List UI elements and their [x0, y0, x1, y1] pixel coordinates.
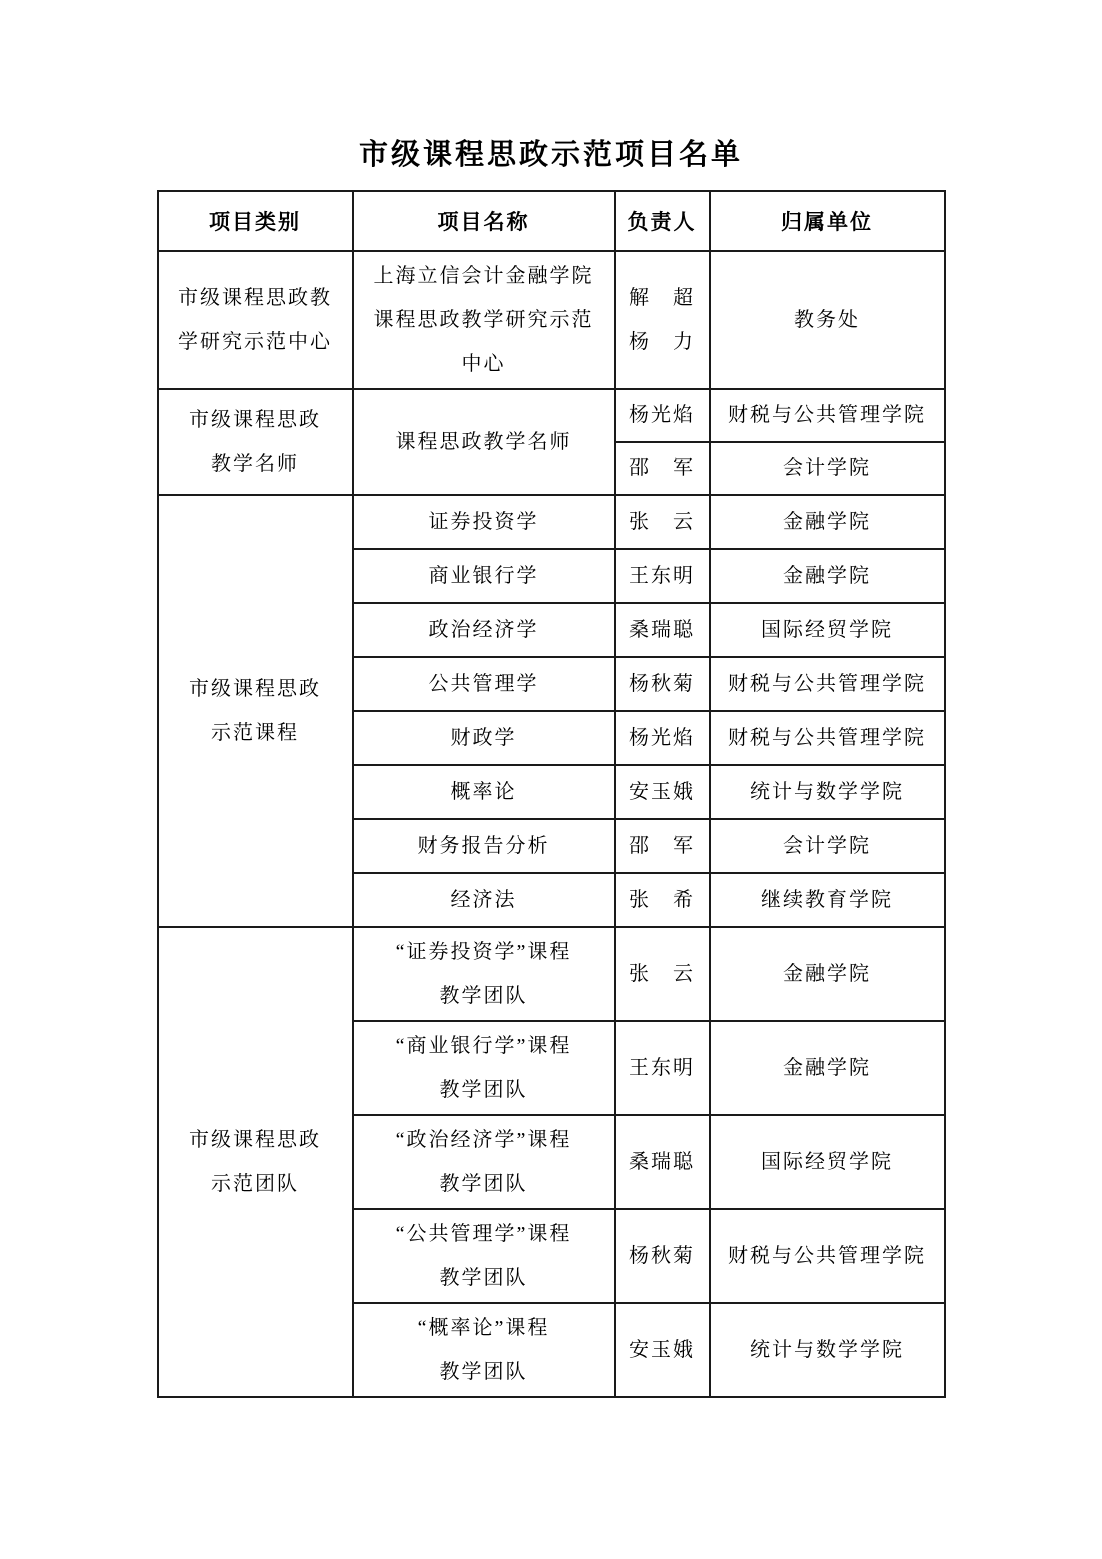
- project-name-line: 教学团队: [439, 1172, 528, 1195]
- category-cell: [158, 389, 353, 495]
- project-name-cell: [353, 1021, 615, 1115]
- unit-cell: 统计与数学学院: [710, 765, 945, 819]
- person-cell: 杨光焰: [615, 389, 710, 442]
- category-line: 市级课程思政: [189, 408, 321, 431]
- project-name-cell: 课程思政教学名师: [353, 389, 615, 495]
- project-name-cell: 政治经济学: [353, 603, 615, 657]
- project-name-cell: 财政学: [353, 711, 615, 765]
- unit-cell: 金融学院: [710, 549, 945, 603]
- project-name-cell: 经济法: [353, 873, 615, 927]
- project-name-line: 教学团队: [439, 984, 528, 1007]
- category-cell: [158, 495, 353, 927]
- projects-table: [157, 190, 946, 1398]
- unit-cell: 继续教育学院: [710, 873, 945, 927]
- project-name-cell: 商业银行学: [353, 549, 615, 603]
- person-cell: 邵 军: [615, 442, 710, 495]
- page-title: 市级课程思政示范项目名单: [358, 139, 743, 171]
- unit-cell: 金融学院: [710, 1021, 945, 1115]
- person-cell: 杨光焰: [615, 711, 710, 765]
- person-cell: 桑瑞聪: [615, 1115, 710, 1209]
- header-project-name: 项目名称: [353, 191, 615, 251]
- unit-cell: 财税与公共管理学院: [710, 657, 945, 711]
- category-line: 市级课程思政: [189, 677, 321, 700]
- header-person-in-charge: 负责人: [615, 191, 710, 251]
- unit-cell: 教务处: [710, 251, 945, 389]
- table-row: [158, 389, 945, 442]
- project-name-cell: 财务报告分析: [353, 819, 615, 873]
- project-name-line: 上海立信会计金融学院: [373, 264, 594, 287]
- category-line: 学研究示范中心: [178, 330, 332, 353]
- project-name-cell: [353, 1209, 615, 1303]
- person-cell: 张 云: [615, 495, 710, 549]
- project-name-line: “概率论”课程: [417, 1316, 550, 1339]
- header-project-category: 项目类别: [158, 191, 353, 251]
- person-cell: 安玉娥: [615, 765, 710, 819]
- unit-cell: 财税与公共管理学院: [710, 1209, 945, 1303]
- table-header-row: [158, 191, 945, 251]
- project-name-line: “证券投资学”课程: [395, 940, 572, 963]
- category-line: 市级课程思政: [189, 1128, 321, 1151]
- project-name-line: “公共管理学”课程: [395, 1222, 572, 1245]
- unit-cell: 财税与公共管理学院: [710, 389, 945, 442]
- person-name: 解 超: [629, 286, 695, 309]
- project-name-cell: [353, 1303, 615, 1397]
- table-row: [158, 251, 945, 389]
- project-name-line: 课程思政教学研究示范: [373, 308, 594, 331]
- project-name-cell: [353, 927, 615, 1021]
- project-name-line: 教学团队: [439, 1266, 528, 1289]
- project-name-cell: 公共管理学: [353, 657, 615, 711]
- person-cell: 杨秋菊: [615, 657, 710, 711]
- person-name: 杨 力: [629, 330, 695, 353]
- project-name-cell: [353, 1115, 615, 1209]
- project-name-line: “商业银行学”课程: [395, 1034, 572, 1057]
- unit-cell: 金融学院: [710, 495, 945, 549]
- category-cell: [158, 251, 353, 389]
- person-cell: 杨秋菊: [615, 1209, 710, 1303]
- unit-cell: 国际经贸学院: [710, 1115, 945, 1209]
- person-cell: 桑瑞聪: [615, 603, 710, 657]
- category-line: 示范团队: [211, 1172, 299, 1195]
- project-name-cell: 概率论: [353, 765, 615, 819]
- category-line: 示范课程: [211, 721, 299, 744]
- person-cell: 张 希: [615, 873, 710, 927]
- table-row: [158, 495, 945, 549]
- unit-cell: 国际经贸学院: [710, 603, 945, 657]
- project-name-line: “政治经济学”课程: [395, 1128, 572, 1151]
- person-cell: 王东明: [615, 549, 710, 603]
- person-cell: 张 云: [615, 927, 710, 1021]
- unit-cell: 财税与公共管理学院: [710, 711, 945, 765]
- person-cell: 邵 军: [615, 819, 710, 873]
- unit-cell: 金融学院: [710, 927, 945, 1021]
- person-cell: [615, 251, 710, 389]
- person-cell: 王东明: [615, 1021, 710, 1115]
- category-line: 教学名师: [211, 452, 299, 475]
- project-name-line: 教学团队: [439, 1360, 528, 1383]
- category-line: 市级课程思政教: [178, 286, 332, 309]
- unit-cell: 会计学院: [710, 819, 945, 873]
- unit-cell: 统计与数学学院: [710, 1303, 945, 1397]
- table-row: [158, 927, 945, 1021]
- project-name-cell: [353, 251, 615, 389]
- unit-cell: 会计学院: [710, 442, 945, 495]
- header-affiliated-unit: 归属单位: [710, 191, 945, 251]
- project-name-line: 教学团队: [439, 1078, 528, 1101]
- project-name-cell: 证券投资学: [353, 495, 615, 549]
- person-cell: 安玉娥: [615, 1303, 710, 1397]
- project-name-line: 中心: [461, 352, 506, 375]
- category-cell: [158, 927, 353, 1397]
